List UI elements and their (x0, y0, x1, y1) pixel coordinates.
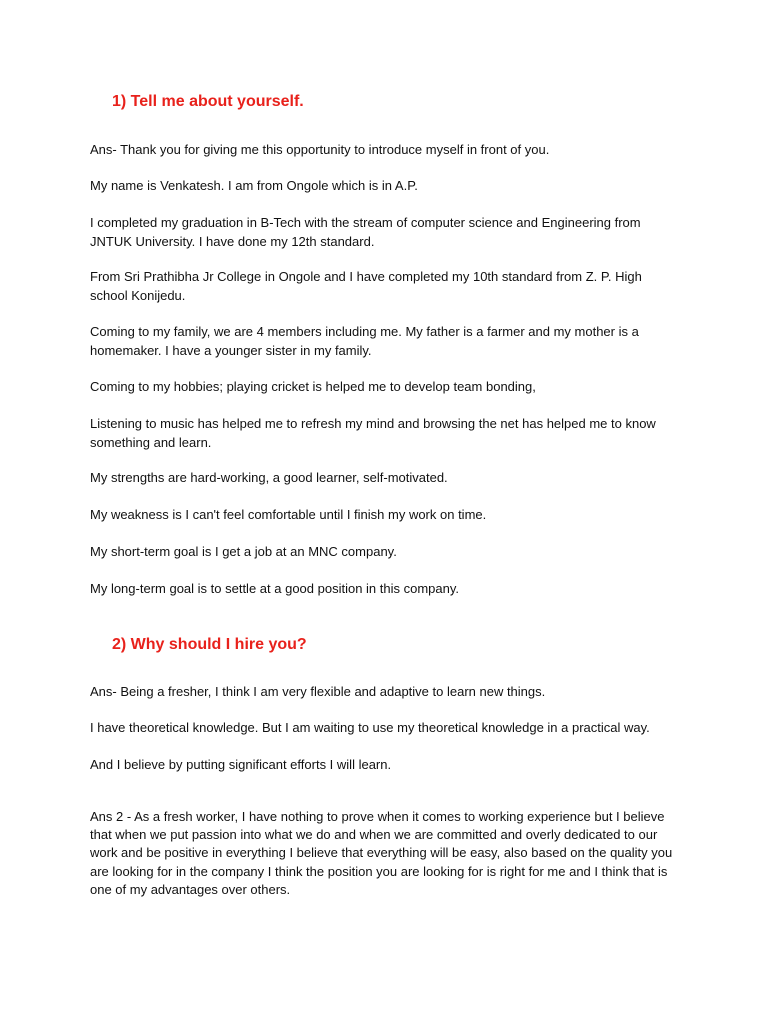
paragraph-family: Coming to my family, we are 4 members including me. My father is a farmer and my mother is a homemaker. I have a younger sister in my family. (90, 324, 639, 358)
section-heading-why-should-i-hire-you: 2) Why should I hire you? (112, 636, 307, 653)
paragraph-graduation: I completed my graduation in B-Tech with the stream of computer science and Engineering from JNTUK University. I have done my 12th standard. (90, 215, 641, 249)
section-heading-tell-me-about-yourself: 1) Tell me about yourself. (112, 93, 304, 110)
paragraph-answer-intro: Ans- Thank you for giving me this opportunity to introduce myself in front of you. (90, 142, 550, 157)
paragraph-college: From Sri Prathibha Jr College in Ongole and I have completed my 10th standard from Z. P. High school Konijedu. (90, 269, 642, 303)
paragraph-name: My name is Venkatesh. I am from Ongole which is in A.P. (90, 178, 418, 193)
paragraph-long-term-goal: My long-term goal is to settle at a good position in this company. (90, 581, 460, 596)
paragraph-short-term-goal: My short-term goal is I get a job at an MNC company. (90, 544, 397, 559)
paragraph-weakness: My weakness is I can't feel comfortable until I finish my work on time. (90, 507, 487, 522)
paragraph-fresher: Ans- Being a fresher, I think I am very flexible and adaptive to learn new things. (90, 684, 546, 699)
paragraph-strengths: My strengths are hard-working, a good learner, self-motivated. (90, 470, 448, 485)
paragraph-listening-music: Listening to music has helped me to refresh my mind and browsing the net has helped me to know something and learn. (90, 416, 656, 450)
paragraph-hobbies: Coming to my hobbies; playing cricket is helped me to develop team bonding, (90, 379, 536, 394)
paragraph-theoretical-knowledge: I have theoretical knowledge. But I am waiting to use my theoretical knowledge in a practical way. (90, 720, 650, 735)
paragraph-answer-2: Ans 2 - As a fresh worker, I have nothing to prove when it comes to working experience but I believe that when we put passion into what we do and when we are committed and overly dedicated to our work and be positive in everything I believe that everything will be easy, also based on the quality you are looking for in the company I think the position you are looking for is right for me and I think that is one of my advantages over others. (90, 809, 673, 897)
paragraph-significant-efforts: And I believe by putting significant efforts I will learn. (90, 757, 392, 772)
